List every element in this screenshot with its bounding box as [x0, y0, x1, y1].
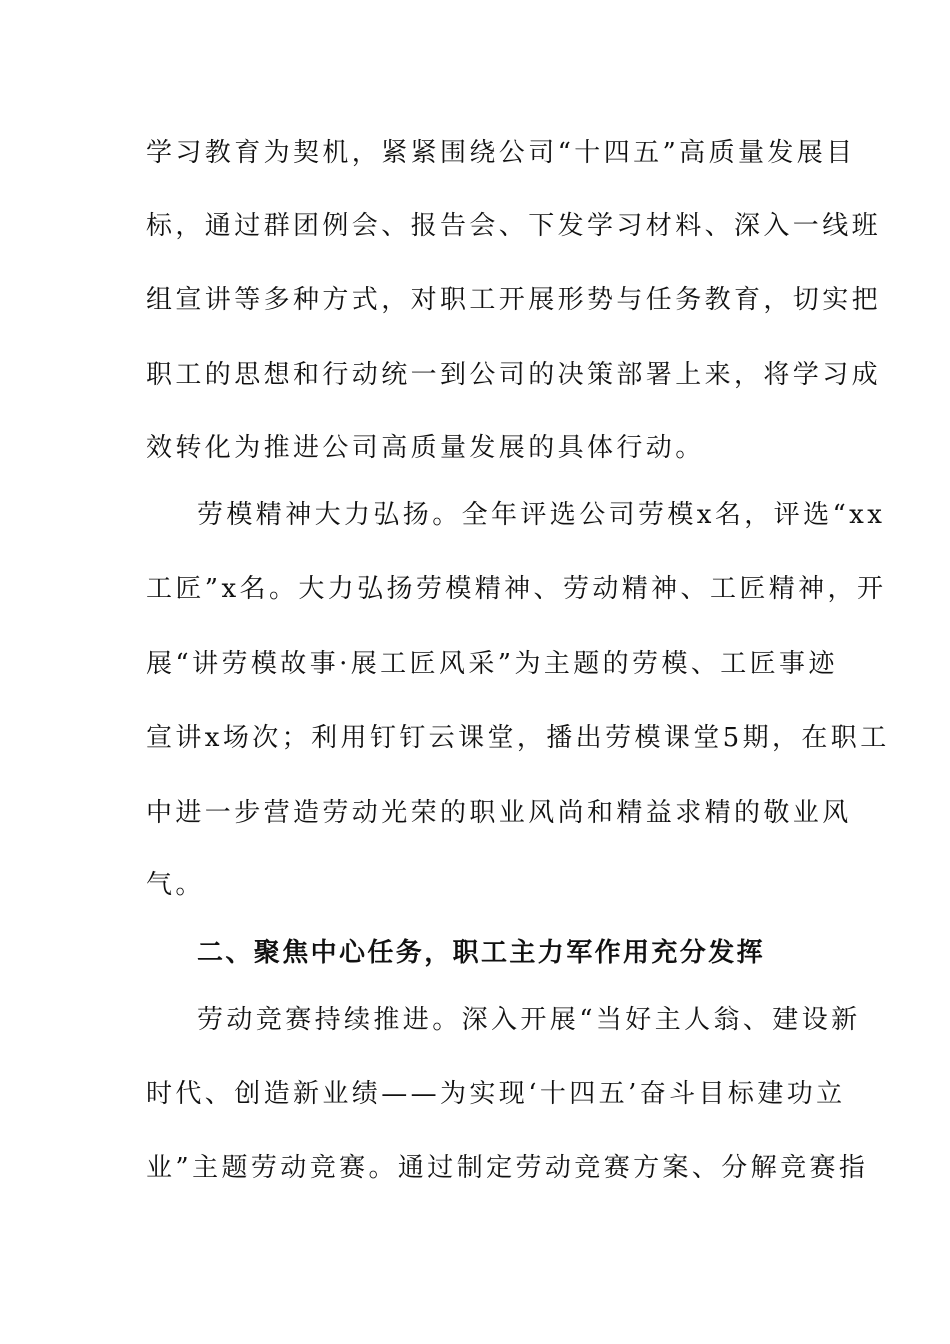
section-heading: 二、聚焦中心任务，职工主力军作用充分发挥 — [197, 938, 766, 968]
paragraph-1-line-5: 效转化为推进公司高质量发展的具体行动。 — [146, 433, 705, 463]
paragraph-3-line-2: 时代、创造新业绩——为实现‘十四五’奋斗目标建功立 — [146, 1079, 846, 1109]
paragraph-1-line-3: 组宣讲等多种方式，对职工开展形势与任务教育，切实把 — [146, 285, 882, 315]
paragraph-2-line-4: 宣讲x场次；利用钉钉云课堂，播出劳模课堂5期，在职工 — [146, 723, 890, 753]
paragraph-1-line-1: 学习教育为契机，紧紧围绕公司“十四五”高质量发展目 — [146, 138, 856, 168]
paragraph-3-line-1: 劳动竞赛持续推进。深入开展“当好主人翁、建设新 — [197, 1005, 861, 1035]
paragraph-1-line-2: 标，通过群团例会、报告会、下发学习材料、深入一线班 — [146, 211, 882, 241]
paragraph-2-line-5: 中进一步营造劳动光荣的职业风尚和精益求精的敬业风 — [146, 798, 852, 828]
paragraph-2-line-3: 展“讲劳模故事·展工匠风采”为主题的劳模、工匠事迹 — [146, 649, 838, 679]
paragraph-2-line-2: 工匠”x名。大力弘扬劳模精神、劳动精神、工匠精神，开 — [146, 574, 887, 604]
paragraph-3-line-3: 业”主题劳动竞赛。通过制定劳动竞赛方案、分解竞赛指 — [146, 1153, 869, 1183]
paragraph-1-line-4: 职工的思想和行动统一到公司的决策部署上来，将学习成 — [146, 360, 882, 390]
paragraph-2-line-6: 气。 — [146, 870, 205, 900]
paragraph-2-line-1: 劳模精神大力弘扬。全年评选公司劳模x名，评选“xx — [197, 500, 886, 530]
